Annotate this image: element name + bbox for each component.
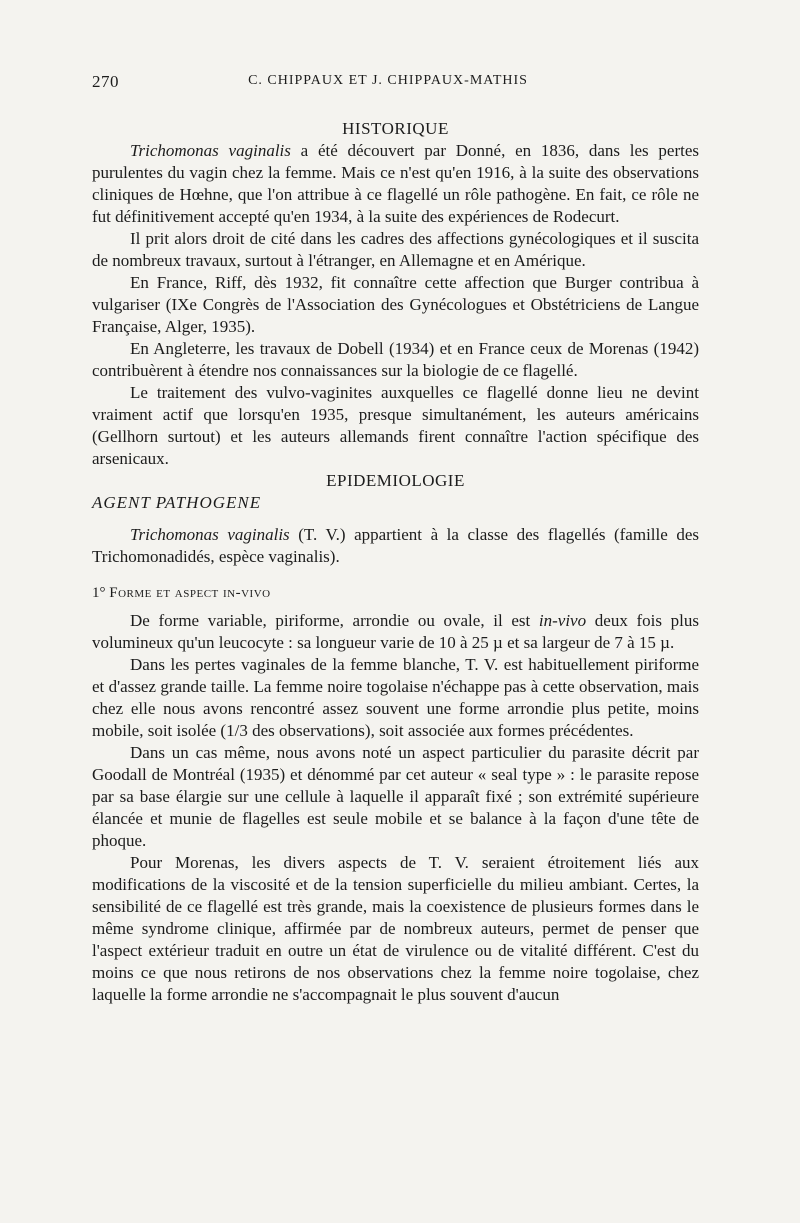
subheading-agent-pathogene: AGENT PATHOGENE: [92, 493, 262, 512]
paragraph-historique-2: Il prit alors droit de cité dans les cadres des affections gynécologiques et il suscita de nombreux travaux, surtout à l'étranger, en Allemagne et en Amérique.: [92, 229, 699, 270]
paragraph-historique-4: En Angleterre, les travaux de Dobell (1934) et en France ceux de Morenas (1942) contribuèrent à étendre nos connaissances sur la biologie de ce flagellé.: [92, 339, 699, 380]
paragraph-forme-4: Pour Morenas, les divers aspects de T. V. seraient étroitement liés aux modifications de la viscosité et de la tension superficielle du milieu ambiant. Certes, la sensibilité de ce flagellé est très grande, mais la coexistence de plusieurs formes dans le même syndrome clinique, affirmée par de nombreux auteurs, permet de penser que l'aspect extérieur traduit en outre un état de virulence ou de vitalité différent. C'est du moins ce que nous retirons de nos observations chez la femme noire togolaise, chez laquelle la forme arrondie ne s'accompagnait le plus souvent d'aucun: [92, 853, 699, 1004]
page-body: [92, 118, 699, 1006]
section-heading-historique: HISTORIQUE: [342, 119, 449, 138]
paragraph-historique-1: Trichomonas vaginalis a été découvert par Donné, en 1836, dans les pertes purulentes du vagin chez la femme. Mais ce n'est qu'en 1916, à la suite des observations cliniques de Hœhne, que l'on attribue à ce flagellé un rôle pathogène. En fait, ce rôle ne fut définitivement accepté qu'en 1934, à la suite des expériences de Rodecurt.: [92, 141, 700, 226]
paragraph-agent: Trichomonas vaginalis (T. V.) appartient à la classe des flagellés (famille des Trichomonadidés, espèce vaginalis).: [92, 525, 700, 566]
running-title: C. CHIPPAUX ET J. CHIPPAUX-MATHIS: [248, 73, 528, 88]
running-head: [92, 72, 684, 96]
subheading-forme: [92, 582, 699, 604]
section-heading-epidemiologie: EPIDEMIOLOGIE: [326, 471, 465, 490]
subheading-forme-label: Forme et aspect in-vivo: [109, 585, 271, 601]
paragraph-historique-3: En France, Riff, dès 1932, fit connaître cette affection que Burger contribua à vulgariser (IXe Congrès de l'Association des Gynécologues et Obstétriciens de Langue Française, Alger, 1935).: [92, 273, 699, 336]
subheading-number: 1°: [92, 585, 106, 601]
paragraph-forme-1: De forme variable, piriforme, arrondie ou ovale, il est in-vivo deux fois plus volumineux qu'un leucocyte : sa longueur varie de 10 à 25 µ et sa largeur de 7 à 15 µ.: [92, 611, 699, 652]
species-name: Trichomonas vaginalis: [130, 525, 290, 544]
paragraph-historique-5: Le traitement des vulvo-vaginites auxquelles ce flagellé donne lieu ne devint vraiment actif que lorsqu'en 1935, presque simultanément, les auteurs américains (Gellhorn surtout) et les auteurs allemands firent connaître l'action spécifique des arsenicaux.: [92, 383, 699, 468]
species-name: Trichomonas vaginalis: [130, 141, 291, 160]
paragraph-forme-3: Dans un cas même, nous avons noté un aspect particulier du parasite décrit par Goodall de Montréal (1935) et dénommé par cet auteur « seal type » : le parasite repose par sa base élargie sur une cellule à laquelle il apparaît fixé ; son extrémité supérieure élancée et munie de flagelles est seule mobile et se balance à la façon d'une tête de phoque.: [92, 743, 699, 850]
page-number: 270: [92, 72, 119, 91]
paragraph-forme-2: Dans les pertes vaginales de la femme blanche, T. V. est habituellement piriforme et d'assez grande taille. La femme noire togolaise n'échappe pas à cette observation, mais chez elle nous avons rencontré assez souvent une forme arrondie plus petite, moins mobile, soit isolée (1/3 des observations), soit associée aux formes précédentes.: [92, 655, 699, 740]
